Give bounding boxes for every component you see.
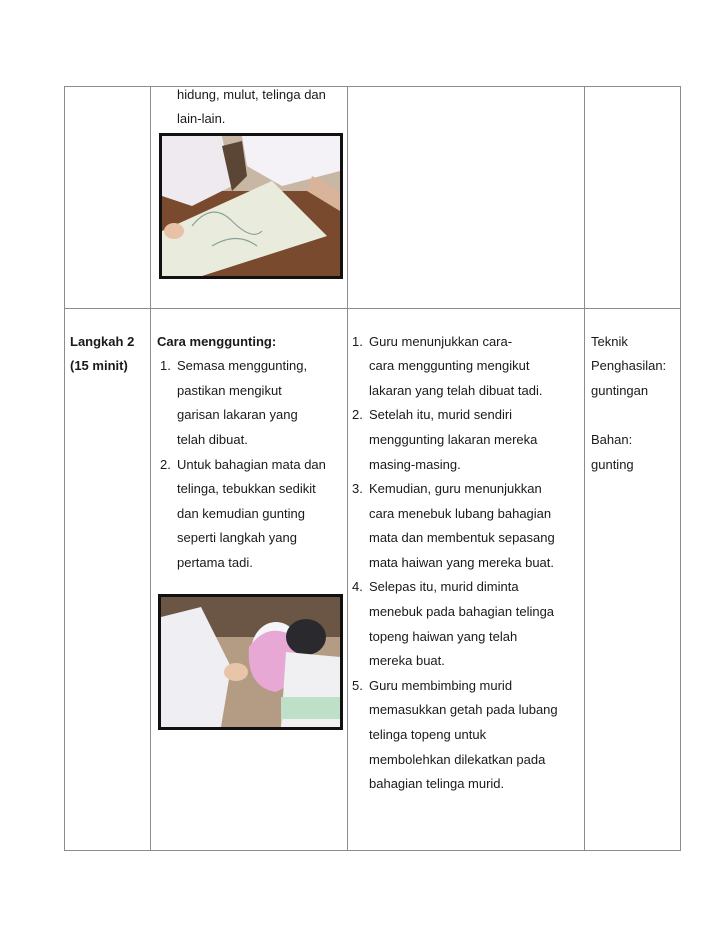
list-item-line: memasukkan getah pada lubang xyxy=(369,702,558,717)
list-item-line: Untuk bahagian mata dan xyxy=(177,457,326,472)
list-item-line: menebuk pada bahagian telinga xyxy=(369,604,555,619)
materials-value: gunting xyxy=(591,457,634,472)
list-number: 2. xyxy=(352,407,363,422)
list-item-line: mata dan membentuk sepasang xyxy=(369,530,555,545)
list-item-line: mata haiwan yang mereka buat. xyxy=(369,555,554,570)
list-number: 1. xyxy=(352,334,363,349)
step-title: Langkah 2 xyxy=(70,334,135,349)
list-number: 4. xyxy=(352,579,363,594)
technique-label: Teknik xyxy=(591,334,628,349)
list-item-line: lakaran yang telah dibuat tadi. xyxy=(369,383,543,398)
list-item-line: telinga topeng untuk xyxy=(369,727,487,742)
list-item-line: cara menebuk lubang bahagian xyxy=(369,506,552,521)
text-line: hidung, mulut, telinga dan xyxy=(177,87,326,102)
materials-label: Bahan: xyxy=(591,432,633,447)
col-divider-1 xyxy=(150,86,151,851)
list-item-line: Kemudian, guru menunjukkan xyxy=(369,481,542,496)
list-item-line: Selepas itu, murid diminta xyxy=(369,579,519,594)
step-duration: (15 minit) xyxy=(70,358,128,373)
technique-value: guntingan xyxy=(591,383,649,398)
list-item-line: Semasa menggunting, xyxy=(177,358,308,373)
list-item-line: cara menggunting mengikut xyxy=(369,358,530,373)
table-right-border xyxy=(680,86,681,851)
list-item-line: masing-masing. xyxy=(369,457,461,472)
table-bottom-border xyxy=(64,850,681,851)
photo-student-cutting-mask xyxy=(158,594,343,730)
list-number: 1. xyxy=(160,358,171,373)
table-top-border xyxy=(64,86,681,87)
list-item-line: telah dibuat. xyxy=(177,432,248,447)
table-left-border xyxy=(64,86,65,851)
list-item-line: mereka buat. xyxy=(369,653,445,668)
row-divider xyxy=(64,308,681,309)
photo-students-drawing xyxy=(159,133,343,279)
list-item-line: dan kemudian gunting xyxy=(177,506,305,521)
section-heading: Cara menggunting: xyxy=(157,334,277,349)
list-item-line: bahagian telinga murid. xyxy=(369,776,505,791)
col-divider-2 xyxy=(347,86,348,851)
list-item-line: Guru menunjukkan cara- xyxy=(369,334,513,349)
list-number: 5. xyxy=(352,678,363,693)
technique-label: Penghasilan: xyxy=(591,358,667,373)
list-item-line: telinga, tebukkan sedikit xyxy=(177,481,316,496)
list-number: 3. xyxy=(352,481,363,496)
list-item-line: pastikan mengikut xyxy=(177,383,282,398)
list-item-line: membolehkan dilekatkan pada xyxy=(369,752,546,767)
list-item-line: topeng haiwan yang telah xyxy=(369,629,518,644)
list-item-line: menggunting lakaran mereka xyxy=(369,432,538,447)
list-number: 2. xyxy=(160,457,171,472)
list-item-line: Setelah itu, murid sendiri xyxy=(369,407,513,422)
list-item-line: seperti langkah yang xyxy=(177,530,297,545)
list-item-line: pertama tadi. xyxy=(177,555,253,570)
list-item-line: garisan lakaran yang xyxy=(177,407,298,422)
text-line: lain-lain. xyxy=(177,111,226,126)
col-divider-3 xyxy=(584,86,585,851)
list-item-line: Guru membimbing murid xyxy=(369,678,513,693)
